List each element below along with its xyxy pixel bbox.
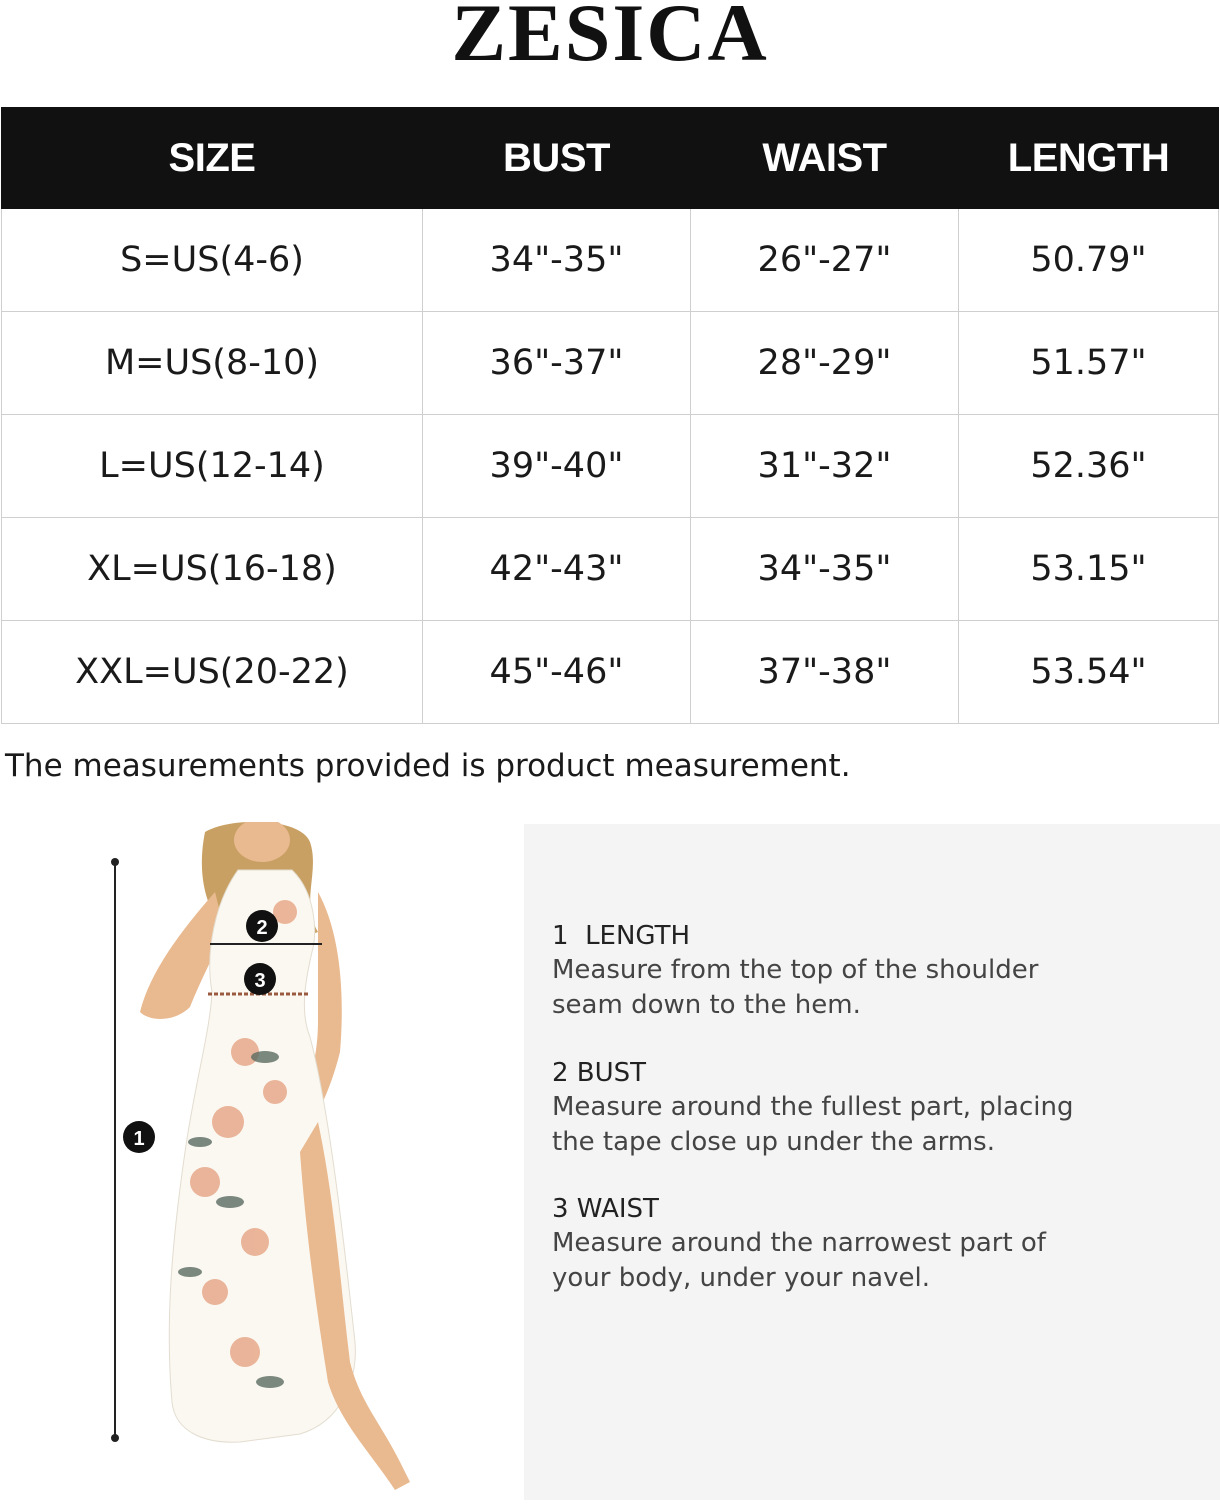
flower-print — [202, 1279, 228, 1305]
table-row — [2, 415, 1219, 518]
leaf-print — [178, 1267, 202, 1277]
guide-bust — [552, 1056, 1112, 1160]
header-bust: BUST — [423, 108, 691, 209]
leaf-print — [256, 1376, 284, 1388]
table-row — [2, 621, 1219, 724]
brand-logo: ZESICA — [451, 0, 769, 78]
measurement-guide-panel — [524, 824, 1220, 1500]
header-waist: WAIST — [691, 108, 959, 209]
bust-cell: 36"-37" — [423, 312, 691, 415]
guide-length-desc: Measure from the top of the shoulder seam down to the hem. — [552, 955, 1039, 1020]
length-cell: 50.79" — [959, 209, 1219, 312]
model-figure — [0, 822, 520, 1500]
bust-cell: 39"-40" — [423, 415, 691, 518]
guide-bust-title: 2 BUST — [552, 1058, 647, 1088]
leaf-print — [251, 1051, 279, 1063]
table-header-row — [2, 108, 1219, 209]
header-length: LENGTH — [959, 108, 1219, 209]
leaf-print — [188, 1137, 212, 1147]
length-cell: 52.36" — [959, 415, 1219, 518]
marker-3-label: 3 — [254, 970, 266, 992]
waist-cell: 37"-38" — [691, 621, 959, 724]
table-row — [2, 312, 1219, 415]
dress-illustration — [0, 822, 520, 1500]
length-cell: 51.57" — [959, 312, 1219, 415]
size-cell: M=US(8-10) — [2, 312, 423, 415]
size-cell: L=US(12-14) — [2, 415, 423, 518]
size-cell: S=US(4-6) — [2, 209, 423, 312]
table-row — [2, 209, 1219, 312]
flower-print — [263, 1080, 287, 1104]
length-cell: 53.54" — [959, 621, 1219, 724]
marker-1-label: 1 — [133, 1128, 145, 1150]
table-row — [2, 518, 1219, 621]
waist-cell: 26"-27" — [691, 209, 959, 312]
flower-print — [190, 1167, 220, 1197]
marker-2-label: 2 — [256, 917, 268, 939]
waist-cell: 34"-35" — [691, 518, 959, 621]
guide-length — [552, 919, 1112, 1023]
leaf-print — [216, 1196, 244, 1208]
flower-print — [230, 1337, 260, 1367]
guide-bust-desc: Measure around the fullest part, placing the tape close up under the arms. — [552, 1092, 1074, 1157]
flower-print — [212, 1106, 244, 1138]
bust-cell: 45"-46" — [423, 621, 691, 724]
guide-waist-desc: Measure around the narrowest part of your body, under your navel. — [552, 1228, 1046, 1293]
measurement-note: The measurements provided is product measurement. — [5, 748, 851, 784]
flower-print — [241, 1228, 269, 1256]
length-cell: 53.15" — [959, 518, 1219, 621]
bust-cell: 34"-35" — [423, 209, 691, 312]
marker-2 — [246, 910, 278, 942]
size-cell: XL=US(16-18) — [2, 518, 423, 621]
flower-print — [231, 1038, 259, 1066]
guide-waist — [552, 1192, 1112, 1296]
header-size: SIZE — [2, 108, 423, 209]
size-cell: XXL=US(20-22) — [2, 621, 423, 724]
marker-3 — [244, 963, 276, 995]
waist-cell: 31"-32" — [691, 415, 959, 518]
guide-waist-title: 3 WAIST — [552, 1194, 659, 1224]
length-line-top-dot — [111, 858, 119, 866]
bust-cell: 42"-43" — [423, 518, 691, 621]
length-line-bottom-dot — [111, 1434, 119, 1442]
marker-1 — [123, 1121, 155, 1153]
guide-length-title: 1 LENGTH — [552, 921, 691, 951]
size-chart-table — [1, 107, 1219, 724]
waist-cell: 28"-29" — [691, 312, 959, 415]
